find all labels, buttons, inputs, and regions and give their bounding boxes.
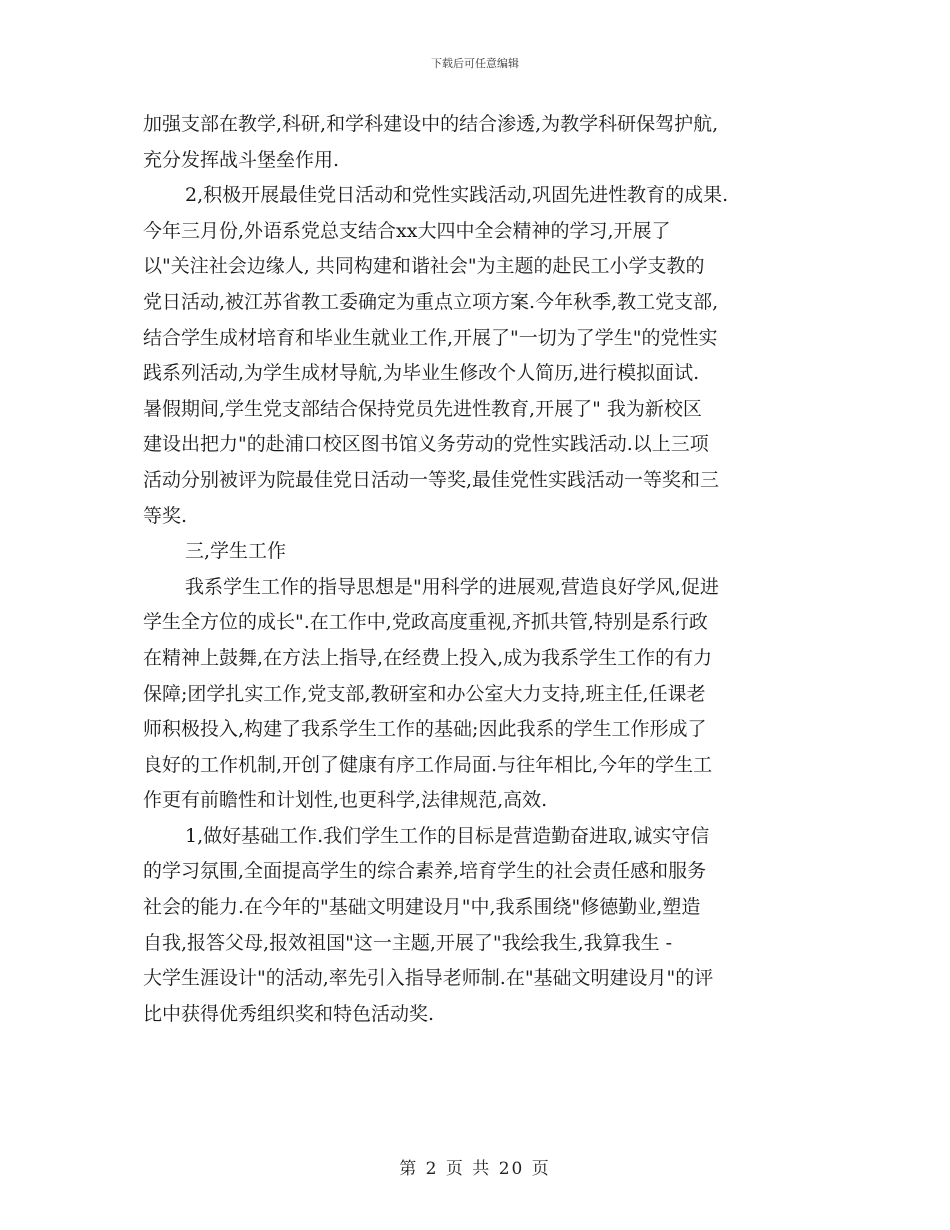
text-line: 三,学生工作 [185,540,287,563]
text-line: 师积极投入,构建了我系学生工作的基础;因此我系的学生工作形成了 [143,718,707,741]
text-line: 充分发挥战斗堡垒作用. [143,148,340,171]
text-line: 暑假期间,学生党支部结合保持党员先进性教育,开展了" 我为新校区 [143,397,702,420]
page-header: 下载后可任意编辑 [431,57,519,70]
text-line: 大学生涯设计"的活动,率先引入指导老师制.在"基础文明建设月"的评 [143,967,714,990]
text-line: 活动分别被评为院最佳党日活动一等奖,最佳党性实践活动一等奖和三 [143,468,720,491]
document-body [143,107,818,1032]
text-line: 作更有前瞻性和计划性,也更科学,法律规范,高效. [143,789,548,812]
text-line: 结合学生成材培育和毕业生就业工作,开展了"一切为了学生"的党性实 [143,326,718,349]
text-line: 加强支部在教学,科研,和学科建设中的结合渗透,为教学科研保驾护航, [143,113,719,135]
text-line: 比中获得优秀组织奖和特色活动奖. [143,1002,435,1025]
page-number: 第 2 页 共 20 页 [399,1159,551,1179]
text-line: 建设出把力"的赴浦口校区图书馆义务劳动的党性实践活动.以上三项 [143,433,709,456]
text-line: 我系学生工作的指导思想是"用科学的进展观,营造良好学风,促进 [185,575,719,598]
text-line: 践系列活动,为学生成材导航,为毕业生修改个人简历,进行模拟面试. [143,362,700,385]
text-line: 的学习氛围,全面提高学生的综合素养,培育学生的社会责任感和服务 [143,860,707,883]
text-line: 2,积极开展最佳党日活动和党性实践活动,巩固先进性教育的成果. [185,184,729,207]
text-line: 1,做好基础工作.我们学生工作的目标是营造勤奋进取,诚实守信 [185,824,710,847]
text-line: 自我,报答父母,报效祖国"这一主题,开展了"我绘我生,我算我生 - [143,931,673,954]
text-line: 今年三月份,外语系党总支结合xx大四中全会精神的学习,开展了 [143,219,671,242]
text-line: 良好的工作机制,开创了健康有序工作局面.与往年相比,今年的学生工 [143,753,713,776]
text-line: 保障;团学扎实工作,党支部,教研室和办公室大力支持,班主任,任课老 [143,682,706,705]
text-line: 学生全方位的成长".在工作中,党政高度重视,齐抓共管,特别是系行政 [143,611,708,634]
text-line: 以"关注社会边缘人, 共同构建和谐社会"为主题的赴民工小学支教的 [143,255,705,278]
text-line: 党日活动,被江苏省教工委确定为重点立项方案.今年秋季,教工党支部, [143,290,719,313]
text-line: 在精神上鼓舞,在方法上指导,在经费上投入,成为我系学生工作的有力 [143,646,713,669]
text-line: 社会的能力.在今年的"基础文明建设月"中,我系围绕"修德勤业,塑造 [143,896,701,919]
text-line: 等奖. [143,504,188,527]
